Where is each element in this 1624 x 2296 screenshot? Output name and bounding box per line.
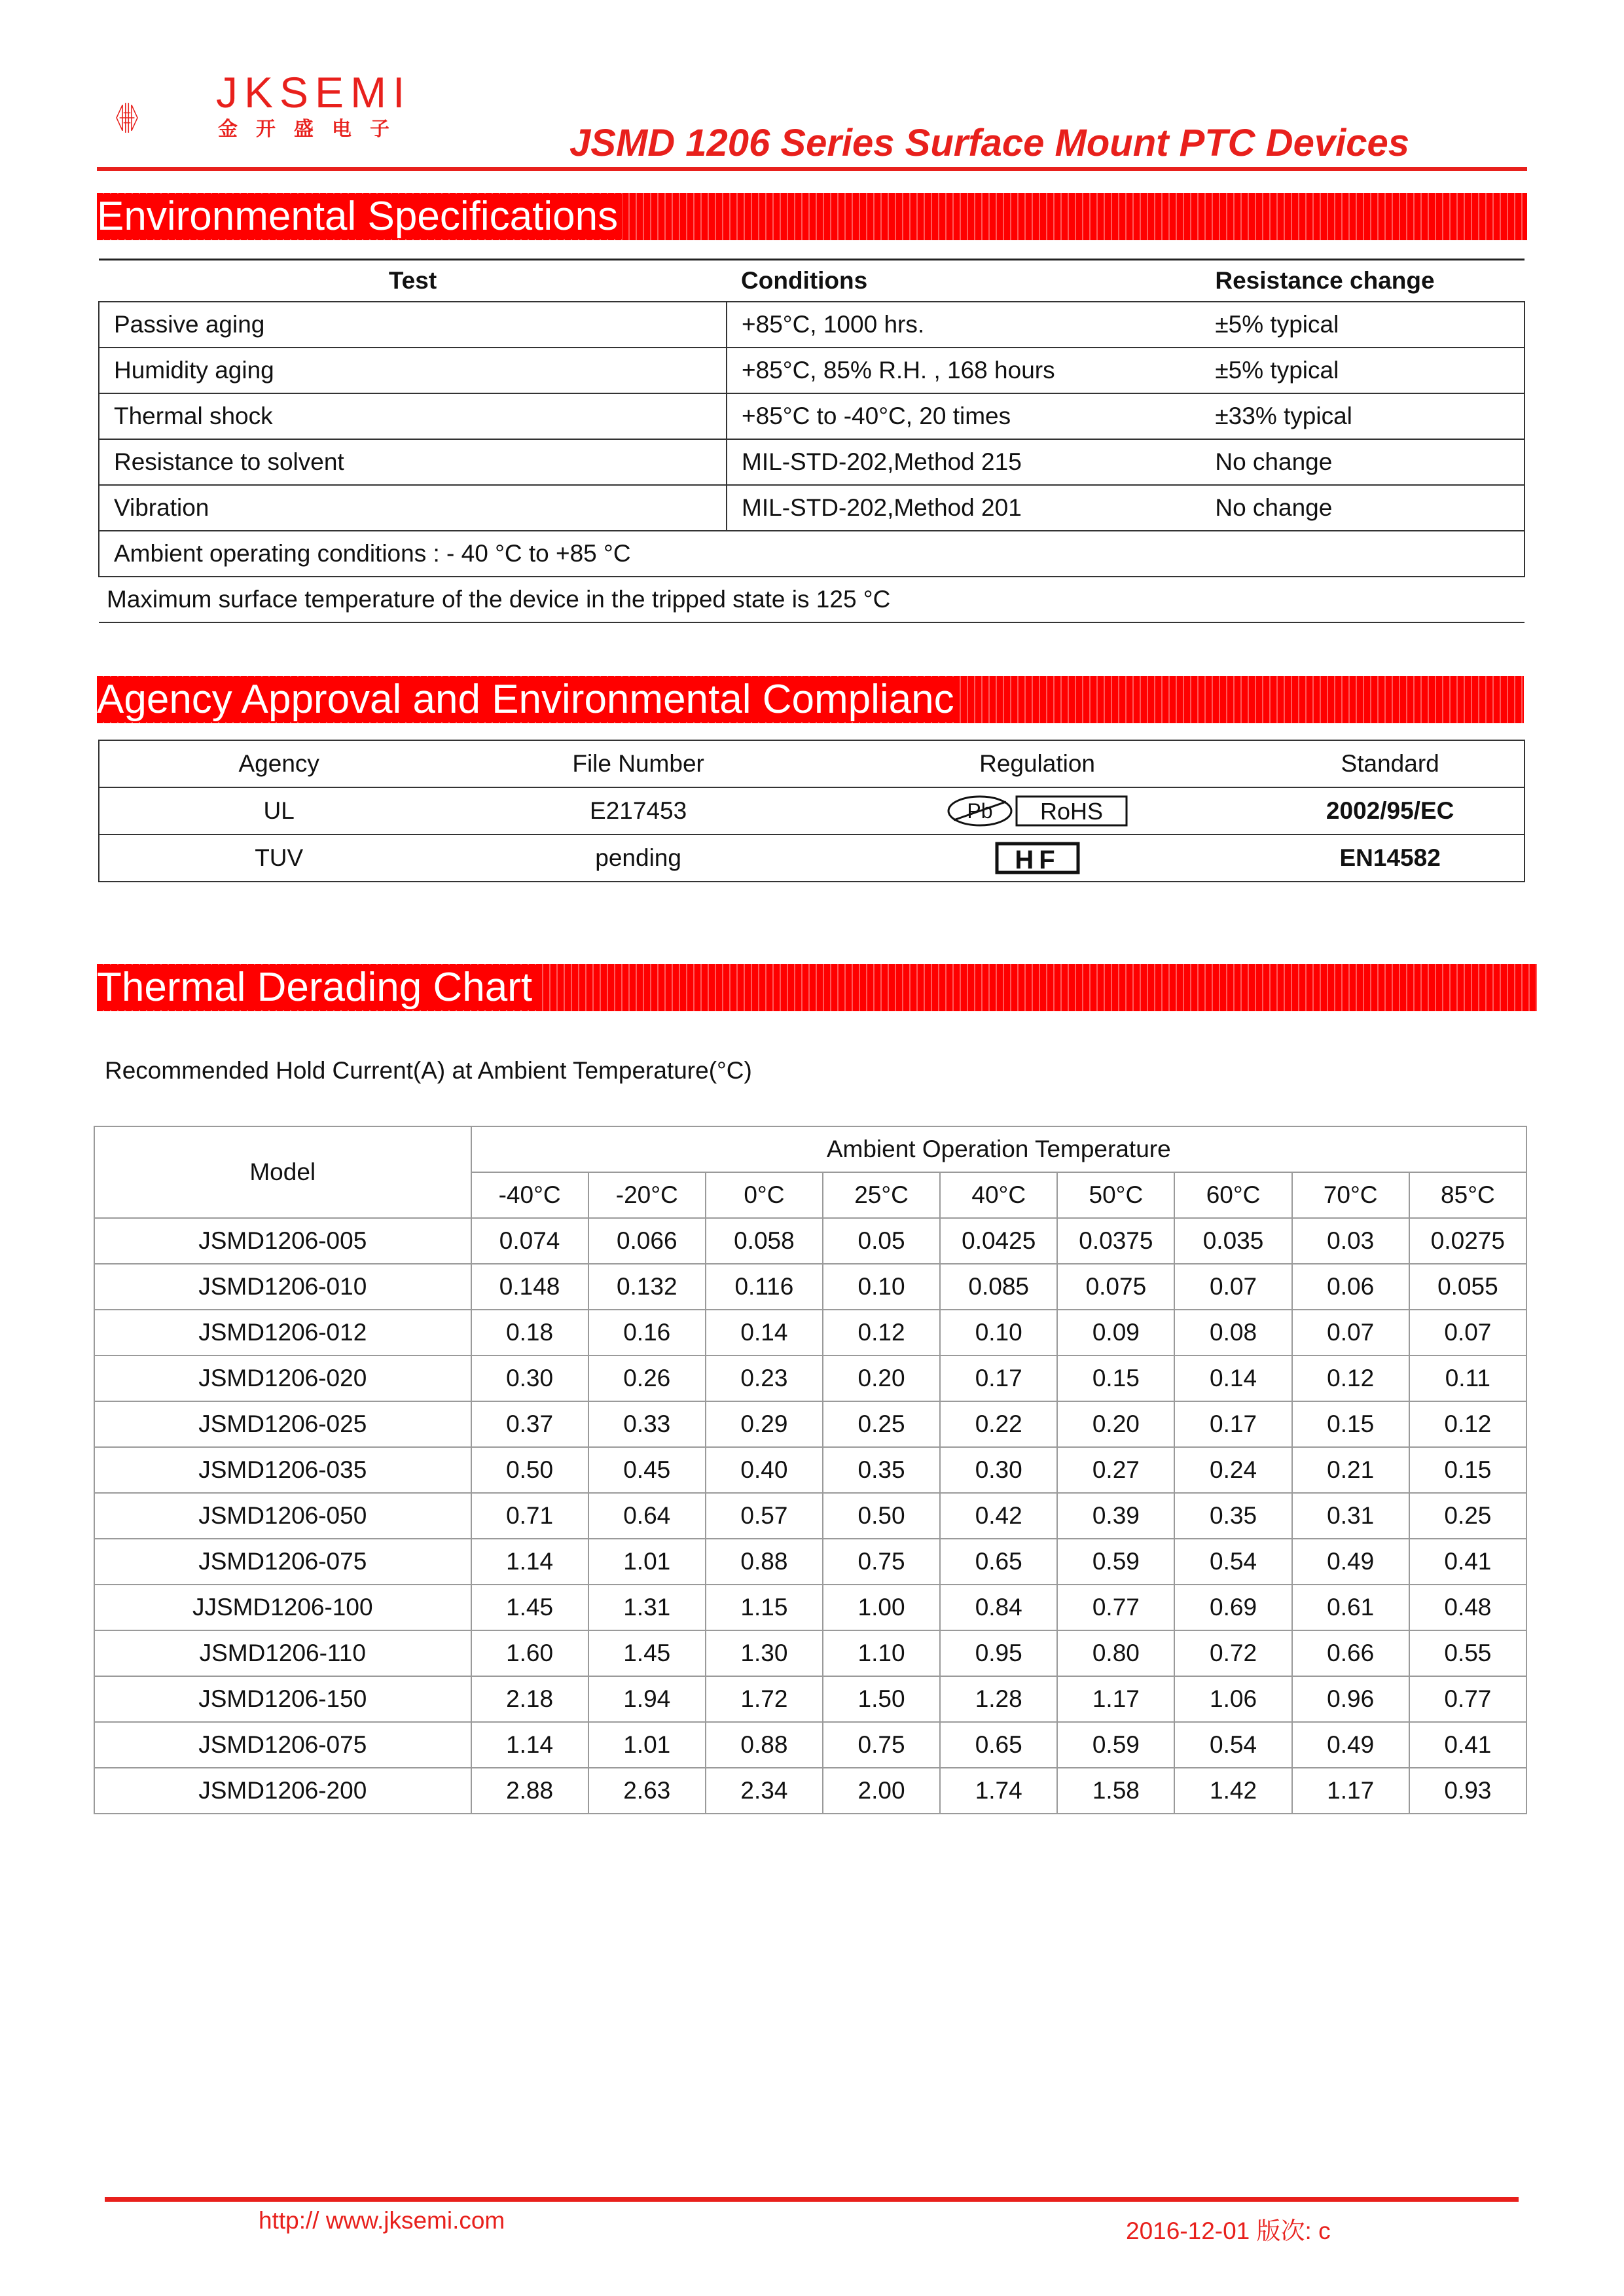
col-temp: 40°C [940,1172,1057,1218]
hold-current-cell: 0.48 [1409,1585,1526,1630]
hold-current-cell: 0.84 [940,1585,1057,1630]
hold-current-cell: 0.42 [940,1493,1057,1539]
hold-current-cell: 0.95 [940,1630,1057,1676]
logo-chinese-name: 金开盛电子 [218,118,408,140]
hold-current-cell: 0.75 [823,1722,940,1768]
hold-current-cell: 0.15 [1292,1401,1409,1447]
hold-current-cell: 0.074 [471,1218,588,1264]
hold-current-cell: 0.116 [706,1264,823,1310]
logo-wordmark: JKSEMI [216,68,412,117]
hold-current-cell: 2.00 [823,1768,940,1814]
model-cell: JSMD1206-012 [94,1310,471,1355]
rohs-label: RoHS [1039,798,1103,825]
hold-current-cell: 0.75 [823,1539,940,1585]
hold-current-cell: 0.71 [471,1493,588,1539]
hold-current-cell: 0.132 [588,1264,706,1310]
hold-current-cell: 0.085 [940,1264,1057,1310]
derating-note: Recommended Hold Current(A) at Ambient Temperature(°C) [105,1057,752,1084]
hold-current-cell: 1.72 [706,1676,823,1722]
hold-current-cell: 0.14 [1174,1355,1291,1401]
hold-current-cell: 0.06 [1292,1264,1409,1310]
model-cell: JSMD1206-005 [94,1218,471,1264]
table-row [99,834,1525,882]
agency-section-band [97,676,1524,723]
company-logo [115,62,206,173]
table-row [94,1768,1526,1814]
hold-current-cell: 0.80 [1057,1630,1174,1676]
hold-current-cell: 1.94 [588,1676,706,1722]
col-temp: -40°C [471,1172,588,1218]
hold-current-cell: 0.25 [1409,1493,1526,1539]
resistance-cell: No change [1200,439,1525,485]
col-file-number: File Number [458,740,818,787]
max-temp-note: Maximum surface temperature of the device in the tripped state is 125 °C [99,577,1525,622]
table-row [99,787,1525,834]
hold-current-cell: 0.055 [1409,1264,1526,1310]
file-number-cell: pending [458,834,818,882]
hold-current-cell: 1.30 [706,1630,823,1676]
model-cell: JSMD1206-050 [94,1493,471,1539]
col-temp: 50°C [1057,1172,1174,1218]
hold-current-cell: 1.01 [588,1722,706,1768]
hold-current-cell: 0.035 [1174,1218,1291,1264]
hold-current-cell: 0.16 [588,1310,706,1355]
hold-current-cell: 0.07 [1174,1264,1291,1310]
hold-current-cell: 0.57 [706,1493,823,1539]
table-row [94,1355,1526,1401]
regulation-cell [818,787,1256,834]
hold-current-cell: 0.075 [1057,1264,1174,1310]
env-section-title: Environmental Specifications [97,194,622,239]
hold-current-cell: 1.15 [706,1585,823,1630]
table-row [94,1630,1526,1676]
table-row [94,1585,1526,1630]
hold-current-cell: 0.30 [471,1355,588,1401]
hold-current-cell: 0.69 [1174,1585,1291,1630]
col-regulation: Regulation [818,740,1256,787]
hold-current-cell: 1.45 [471,1585,588,1630]
hold-current-cell: 1.60 [471,1630,588,1676]
hold-current-cell: 0.96 [1292,1676,1409,1722]
hold-current-cell: 0.25 [823,1401,940,1447]
hold-current-cell: 2.18 [471,1676,588,1722]
hold-current-cell: 1.50 [823,1676,940,1722]
table-row [94,1676,1526,1722]
hold-current-cell: 0.20 [823,1355,940,1401]
hold-current-cell: 1.28 [940,1676,1057,1722]
agency-cell: TUV [99,834,458,882]
test-cell: Humidity aging [99,348,727,393]
model-cell: JSMD1206-020 [94,1355,471,1401]
hold-current-cell: 0.0425 [940,1218,1057,1264]
hold-current-cell: 0.12 [1409,1401,1526,1447]
hold-current-cell: 2.88 [471,1768,588,1814]
hold-current-cell: 1.14 [471,1539,588,1585]
hold-current-cell: 0.54 [1174,1722,1291,1768]
hold-current-cell: 0.30 [940,1447,1057,1493]
hold-current-cell: 0.31 [1292,1493,1409,1539]
agency-cell: UL [99,787,458,834]
agency-table [98,740,1525,882]
col-resistance-change: Resistance change [1200,260,1525,302]
hold-current-cell: 0.148 [471,1264,588,1310]
col-test: Test [99,260,727,302]
resistance-cell: ±5% typical [1200,348,1525,393]
table-row [94,1310,1526,1355]
env-spec-table [98,259,1525,623]
col-standard: Standard [1256,740,1525,787]
hold-current-cell: 0.27 [1057,1447,1174,1493]
hold-current-cell: 0.12 [1292,1355,1409,1401]
hold-current-cell: 0.15 [1409,1447,1526,1493]
test-cell: Vibration [99,485,727,531]
hold-current-cell: 1.17 [1057,1676,1174,1722]
hold-current-cell: 0.35 [1174,1493,1291,1539]
hold-current-cell: 0.49 [1292,1722,1409,1768]
model-cell: JSMD1206-010 [94,1264,471,1310]
hold-current-cell: 0.12 [823,1310,940,1355]
pb-label: Pb [966,799,993,823]
hold-current-cell: 0.08 [1174,1310,1291,1355]
hold-current-cell: 0.24 [1174,1447,1291,1493]
hold-current-cell: 2.34 [706,1768,823,1814]
hold-current-cell: 0.65 [940,1722,1057,1768]
hold-current-cell: 0.26 [588,1355,706,1401]
condition-cell: MIL-STD-202,Method 201 [727,485,1200,531]
hold-current-cell: 0.35 [823,1447,940,1493]
model-cell: JSMD1206-035 [94,1447,471,1493]
test-cell: Passive aging [99,302,727,348]
col-temp: 25°C [823,1172,940,1218]
model-cell: JSMD1206-150 [94,1676,471,1722]
hold-current-cell: 1.58 [1057,1768,1174,1814]
hold-current-cell: 0.07 [1409,1310,1526,1355]
condition-cell: +85°C to -40°C, 20 times [727,393,1200,439]
col-temp: 70°C [1292,1172,1409,1218]
hold-current-cell: 0.41 [1409,1722,1526,1768]
hold-current-cell: 0.23 [706,1355,823,1401]
hold-current-cell: 0.40 [706,1447,823,1493]
hold-current-cell: 1.74 [940,1768,1057,1814]
model-cell: JSMD1206-025 [94,1401,471,1447]
model-cell: JSMD1206-200 [94,1768,471,1814]
file-number-cell: E217453 [458,787,818,834]
hold-current-cell: 0.55 [1409,1630,1526,1676]
hold-current-cell: 0.15 [1057,1355,1174,1401]
table-row [94,1218,1526,1264]
condition-cell: +85°C, 85% R.H. , 168 hours [727,348,1200,393]
resistance-cell: No change [1200,485,1525,531]
hold-current-cell: 0.54 [1174,1539,1291,1585]
hold-current-cell: 0.49 [1292,1539,1409,1585]
hold-current-cell: 1.10 [823,1630,940,1676]
hold-current-cell: 1.00 [823,1585,940,1630]
hold-current-cell: 0.0375 [1057,1218,1174,1264]
hold-current-cell: 0.37 [471,1401,588,1447]
table-header-row [99,740,1525,787]
test-cell: Thermal shock [99,393,727,439]
hold-current-cell: 2.63 [588,1768,706,1814]
table-row [99,439,1525,485]
hold-current-cell: 1.01 [588,1539,706,1585]
footer-url-link[interactable]: http:// www.jksemi.com [259,2207,505,2234]
hold-current-cell: 0.72 [1174,1630,1291,1676]
table-row [99,348,1525,393]
model-cell: JJSMD1206-100 [94,1585,471,1630]
hold-current-cell: 0.21 [1292,1447,1409,1493]
table-row [99,302,1525,348]
hold-current-cell: 0.93 [1409,1768,1526,1814]
standard-cell: EN14582 [1256,834,1525,882]
hold-current-cell: 0.45 [588,1447,706,1493]
pb-rohs-icon [946,794,1129,828]
resistance-cell: ±5% typical [1200,302,1525,348]
hold-current-cell: 0.17 [940,1355,1057,1401]
table-header-row [99,260,1525,302]
hold-current-cell: 0.20 [1057,1401,1174,1447]
hold-current-cell: 1.45 [588,1630,706,1676]
derating-table [94,1126,1527,1814]
hold-current-cell: 0.058 [706,1218,823,1264]
col-temp: 0°C [706,1172,823,1218]
hold-current-cell: 0.50 [823,1493,940,1539]
table-row [99,393,1525,439]
hold-current-cell: 0.11 [1409,1355,1526,1401]
col-group-ambient-temp: Ambient Operation Temperature [471,1126,1526,1172]
table-row [94,1722,1526,1768]
ambient-note-row [99,531,1525,577]
regulation-cell [818,834,1256,882]
hold-current-cell: 0.41 [1409,1539,1526,1585]
derating-section-band [97,964,1537,1011]
hold-current-cell: 1.17 [1292,1768,1409,1814]
hold-current-cell: 0.14 [706,1310,823,1355]
hold-current-cell: 0.77 [1057,1585,1174,1630]
hold-current-cell: 0.59 [1057,1722,1174,1768]
hold-current-cell: 0.0275 [1409,1218,1526,1264]
hold-current-cell: 0.65 [940,1539,1057,1585]
footer-revision: 2016-12-01 版次: c [1126,2217,1331,2244]
hold-current-cell: 1.31 [588,1585,706,1630]
ambient-note: Ambient operating conditions : - 40 °C to +85 °C [99,531,1525,577]
hold-current-cell: 0.10 [940,1310,1057,1355]
header-rule [97,167,1527,171]
document-title: JSMD 1206 Series Surface Mount PTC Devices [569,122,1409,164]
table-row [94,1539,1526,1585]
agency-section-title: Agency Approval and Environmental Complianc [97,677,958,722]
hold-current-cell: 0.17 [1174,1401,1291,1447]
hold-current-cell: 0.59 [1057,1539,1174,1585]
max-temp-note-row [99,577,1525,622]
env-section-band [97,193,1527,240]
col-conditions: Conditions [727,260,1200,302]
hold-current-cell: 0.05 [823,1218,940,1264]
hold-current-cell: 0.88 [706,1722,823,1768]
model-cell: JSMD1206-110 [94,1630,471,1676]
col-temp: 60°C [1174,1172,1291,1218]
hold-current-cell: 0.29 [706,1401,823,1447]
standard-cell: 2002/95/EC [1256,787,1525,834]
hf-label: HF [1014,846,1060,874]
hold-current-cell: 0.07 [1292,1310,1409,1355]
col-agency: Agency [99,740,458,787]
hold-current-cell: 1.42 [1174,1768,1291,1814]
table-row [94,1264,1526,1310]
hold-current-cell: 0.64 [588,1493,706,1539]
table-row [94,1493,1526,1539]
hold-current-cell: 0.18 [471,1310,588,1355]
hold-current-cell: 0.10 [823,1264,940,1310]
table-header-row [94,1126,1526,1172]
hold-current-cell: 0.66 [1292,1630,1409,1676]
hold-current-cell: 0.03 [1292,1218,1409,1264]
model-cell: JSMD1206-075 [94,1722,471,1768]
col-temp: 85°C [1409,1172,1526,1218]
hold-current-cell: 1.06 [1174,1676,1291,1722]
hold-current-cell: 0.066 [588,1218,706,1264]
col-temp: -20°C [588,1172,706,1218]
condition-cell: MIL-STD-202,Method 215 [727,439,1200,485]
footer-rule [105,2197,1519,2202]
col-model: Model [94,1126,471,1218]
hold-current-cell: 1.14 [471,1722,588,1768]
model-cell: JSMD1206-075 [94,1539,471,1585]
hold-current-cell: 0.09 [1057,1310,1174,1355]
hold-current-cell: 0.50 [471,1447,588,1493]
hold-current-cell: 0.88 [706,1539,823,1585]
derating-section-title: Thermal Derading Chart [97,965,536,1010]
hf-icon [995,841,1080,875]
condition-cell: +85°C, 1000 hrs. [727,302,1200,348]
table-row [99,485,1525,531]
hold-current-cell: 0.22 [940,1401,1057,1447]
hold-current-cell: 0.39 [1057,1493,1174,1539]
hold-current-cell: 0.33 [588,1401,706,1447]
table-row [94,1447,1526,1493]
hold-current-cell: 0.77 [1409,1676,1526,1722]
resistance-cell: ±33% typical [1200,393,1525,439]
hold-current-cell: 0.61 [1292,1585,1409,1630]
test-cell: Resistance to solvent [99,439,727,485]
table-row [94,1401,1526,1447]
